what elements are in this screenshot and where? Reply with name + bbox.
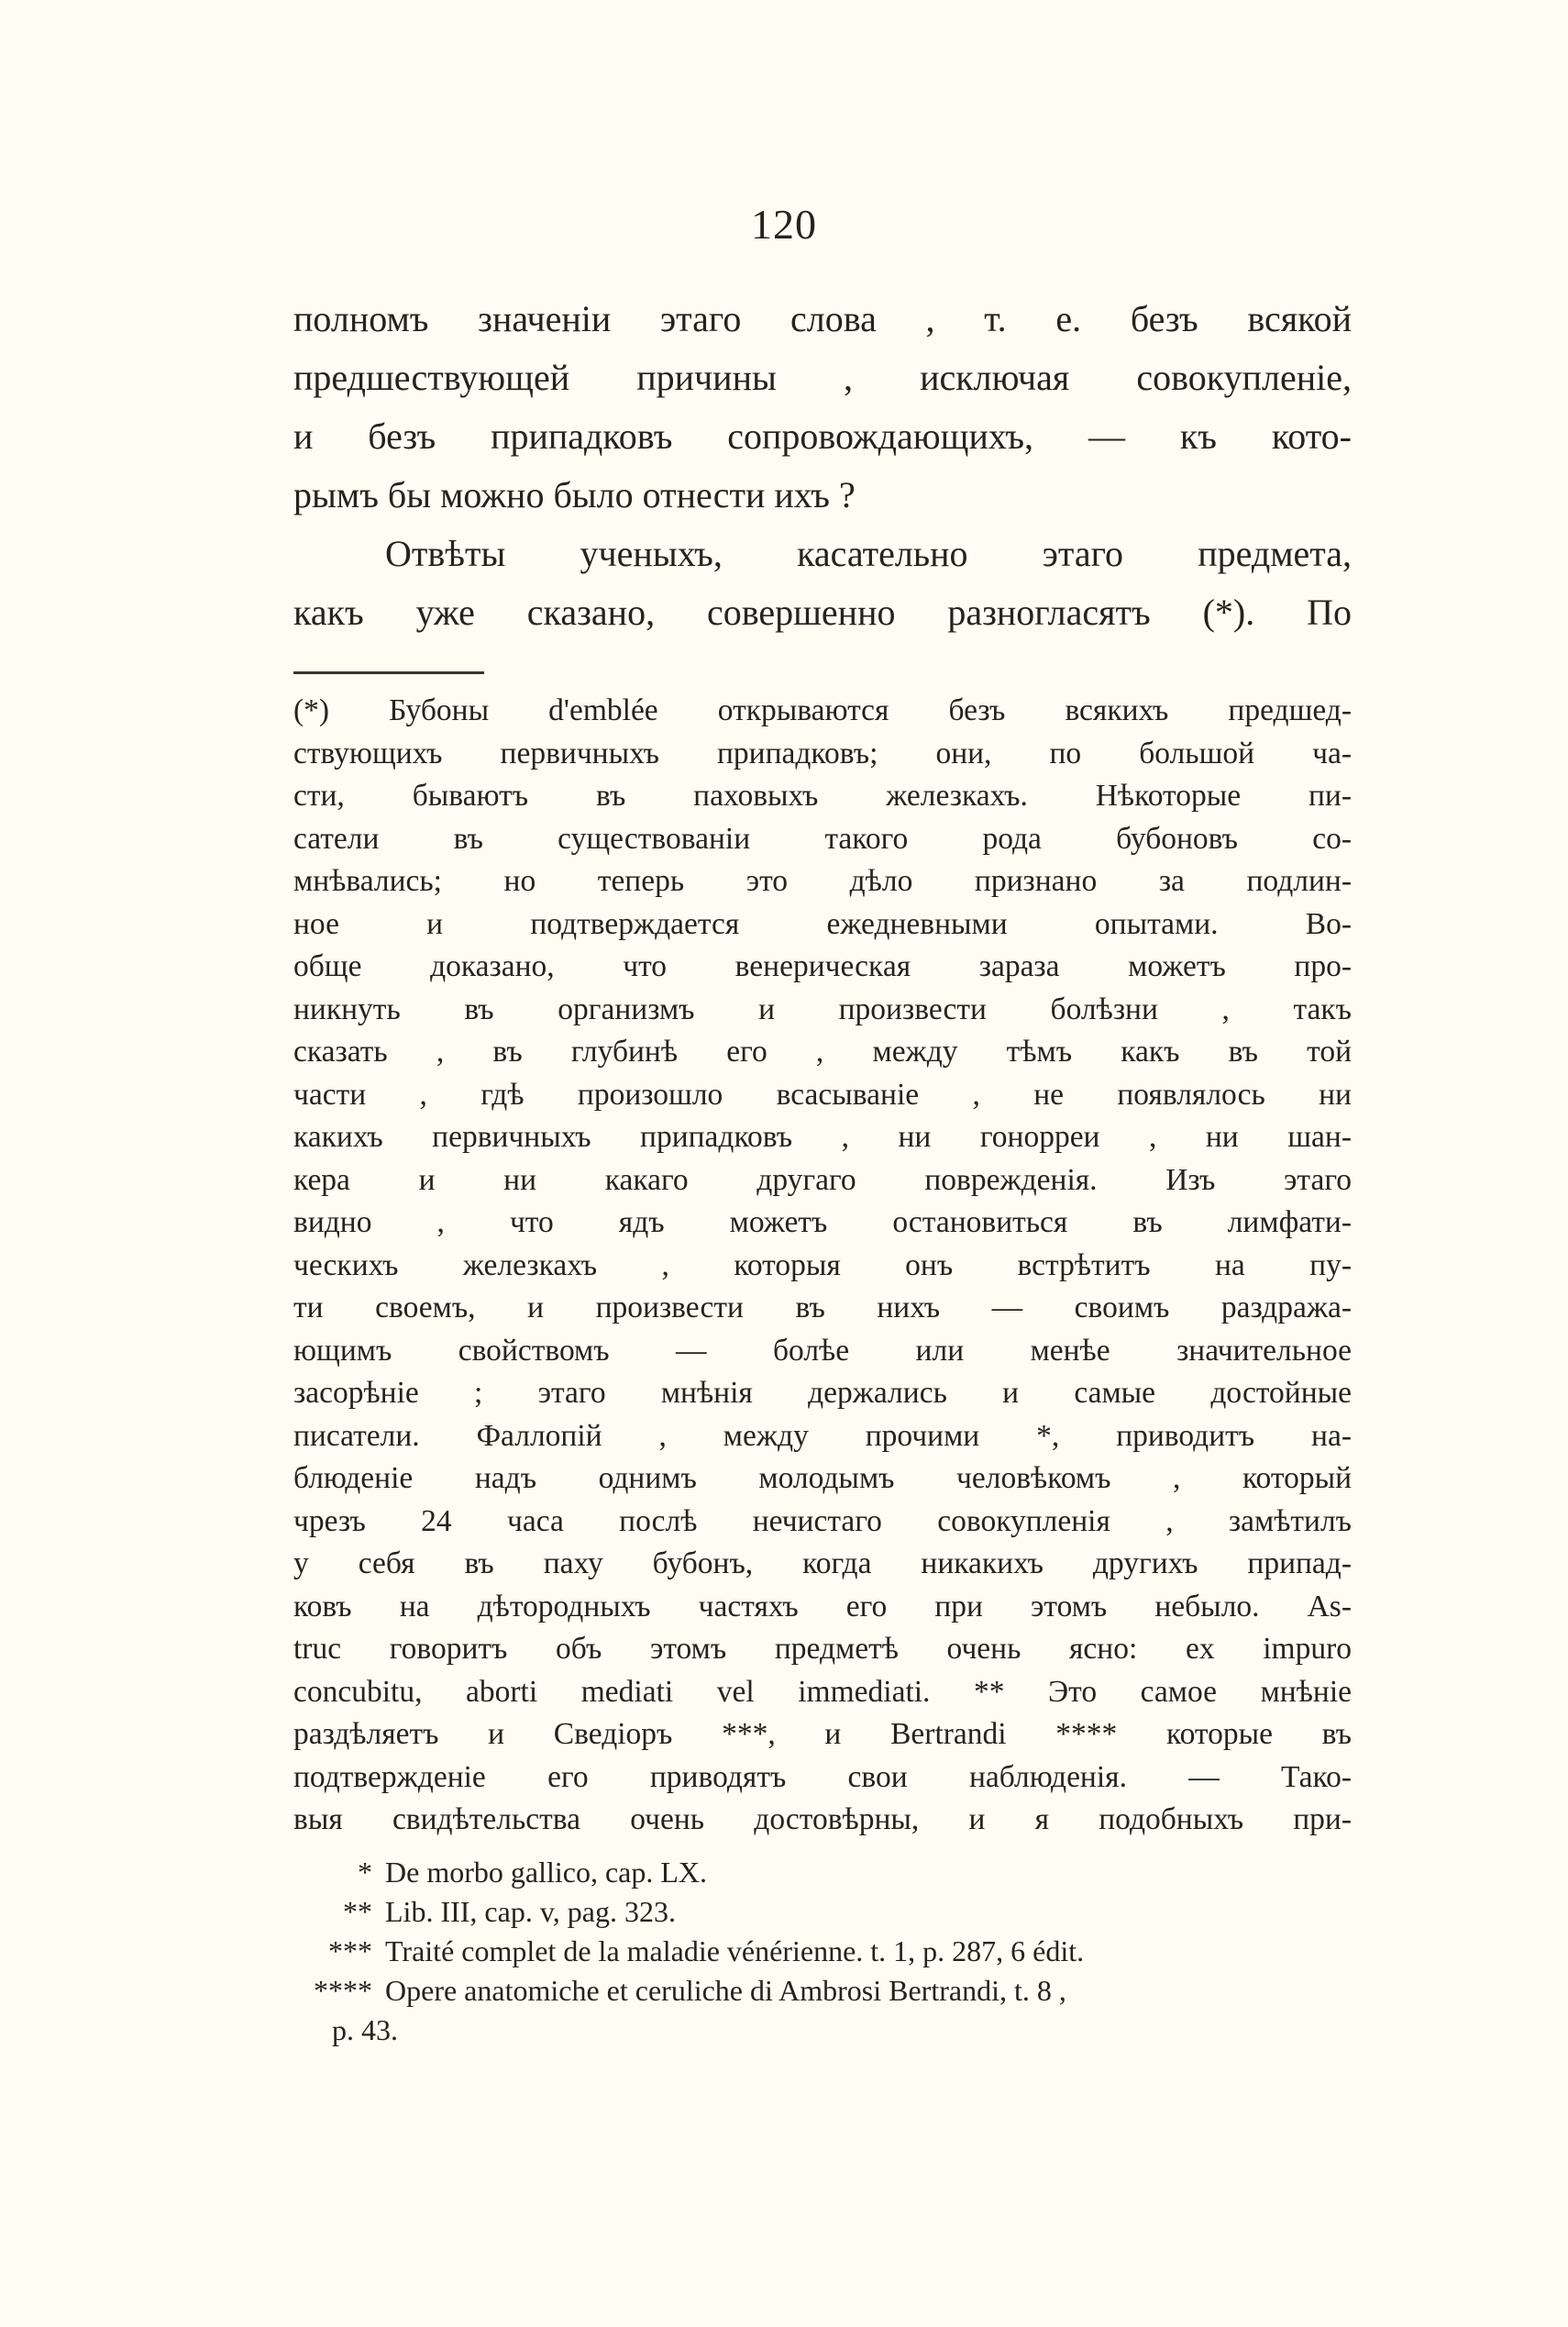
body-line: полномъ значеніи этаго слова , т. е. безъ всякой [293,298,1352,339]
footnote-line: concubitu, aborti mediati vel immediati. ** Это самое мнѣніе [293,1674,1352,1709]
footnote-line: раздѣляетъ и Сведіоръ ***, и Bertrandi **** которые въ [293,1717,1352,1751]
footnote-text [293,690,1352,1842]
reference-note [293,1932,1375,1971]
body-line: и безъ припадковъ сопровождающихъ, — къ кото- [293,416,1352,457]
page-number: 120 [751,201,817,248]
footnote-line: части , гдѣ произошло всасываніе , не появлялось ни [293,1077,1352,1112]
footnote-line: чрезъ 24 часа послѣ нечистаго совокупленія , замѣтилъ [293,1503,1352,1538]
footnote-line: мнѣвались; но теперь это дѣло признано за подлин- [293,864,1352,898]
reference-notes [293,1853,1375,2050]
footnote-line: подтвержденіе его приводятъ свои наблюденія. — Тако- [293,1759,1352,1794]
note-mark: *** [328,1934,372,1967]
footnote-line: писатели. Фаллопій , между прочими *, приводитъ на- [293,1418,1352,1453]
footnote-line: сказать , въ глубинѣ его , между тѣмъ какъ въ той [293,1035,1352,1069]
footnote-line: выя свидѣтельства очень достовѣрны, и я подобныхъ при- [293,1802,1352,1836]
reference-note [293,1853,1375,1892]
footnote-line: ное и подтверждается ежедневными опытами. Во- [293,906,1352,941]
footnote-line: ковъ на дѣтородныхъ частяхъ его при этомъ небыло. As- [293,1589,1352,1623]
footnote-line: обще доказано, что венерическая зараза можетъ про- [293,949,1352,983]
note-mark: * [358,1856,372,1889]
footnote-line: (*) Бубоны d'emblée открываются безъ всякихъ предшед- [293,693,1352,727]
footnote-line: у себя въ паху бубонъ, когда никакихъ другихъ припад- [293,1546,1352,1580]
footnote-line: сти, бываютъ въ паховыхъ железкахъ. Нѣкоторые пи- [293,779,1352,813]
footnote-line: блюденіе надъ однимъ молодымъ человѣкомъ , который [293,1461,1352,1495]
note-text: De morbo gallico, cap. LX. [385,1856,707,1889]
reference-note [293,1971,1375,2011]
footnote-line: сатели въ существованіи такого рода бубоновъ со- [293,821,1352,856]
footnote-line: ющимъ свойствомъ — болѣе или менѣе значительное [293,1333,1352,1368]
note-text: Opere anatomiche et ceruliche di Ambrosi Bertrandi, t. 8 , [385,1974,1066,2007]
body-line: какъ уже сказано, совершенно разногласятъ (*). По [293,592,1352,633]
body-line: рымъ бы можно было отнести ихъ ? [293,474,856,515]
footnote-divider [293,671,484,674]
footnote-line: ти своемъ, и произвести въ нихъ — своимъ раздража- [293,1291,1352,1324]
footnote-line: truc говоритъ объ этомъ предметѣ очень ясно: ex impuro [293,1632,1352,1666]
note-text: Lib. III, cap. v, pag. 323. [385,1895,676,1928]
footnote-line: засорѣніе ; этаго мнѣнія держались и самые достойные [293,1376,1352,1410]
footnote-line: кера и ни какаго другаго поврежденія. Изъ этаго [293,1162,1352,1197]
footnote-line: ческихъ железкахъ , которыя онъ встрѣтитъ на пу- [293,1247,1352,1282]
note-text: Traité complet de la maladie vénérienne. t. 1, p. 287, 6 édit. [385,1934,1085,1967]
footnote-line: ствующихъ первичныхъ припадковъ; они, по большой ча- [293,736,1352,770]
note-continuation: p. 43. [332,2013,398,2046]
reference-note [293,1892,1375,1932]
body-line: предшествующей причины , исключая совокупленіе, [293,357,1352,398]
footnote-line: никнуть въ организмъ и произвести болѣзни , такъ [293,992,1352,1026]
note-mark: **** [314,1974,372,2007]
footnote-line: какихъ первичныхъ припадковъ , ни гонорреи , ни шан- [293,1120,1352,1154]
note-mark: ** [343,1895,372,1928]
body-text [293,290,1352,642]
footnote-line: видно , что ядъ можетъ остановиться въ лимфати- [293,1205,1352,1239]
body-line: Отвѣты ученыхъ, касательно этаго предмета, [385,533,1352,574]
